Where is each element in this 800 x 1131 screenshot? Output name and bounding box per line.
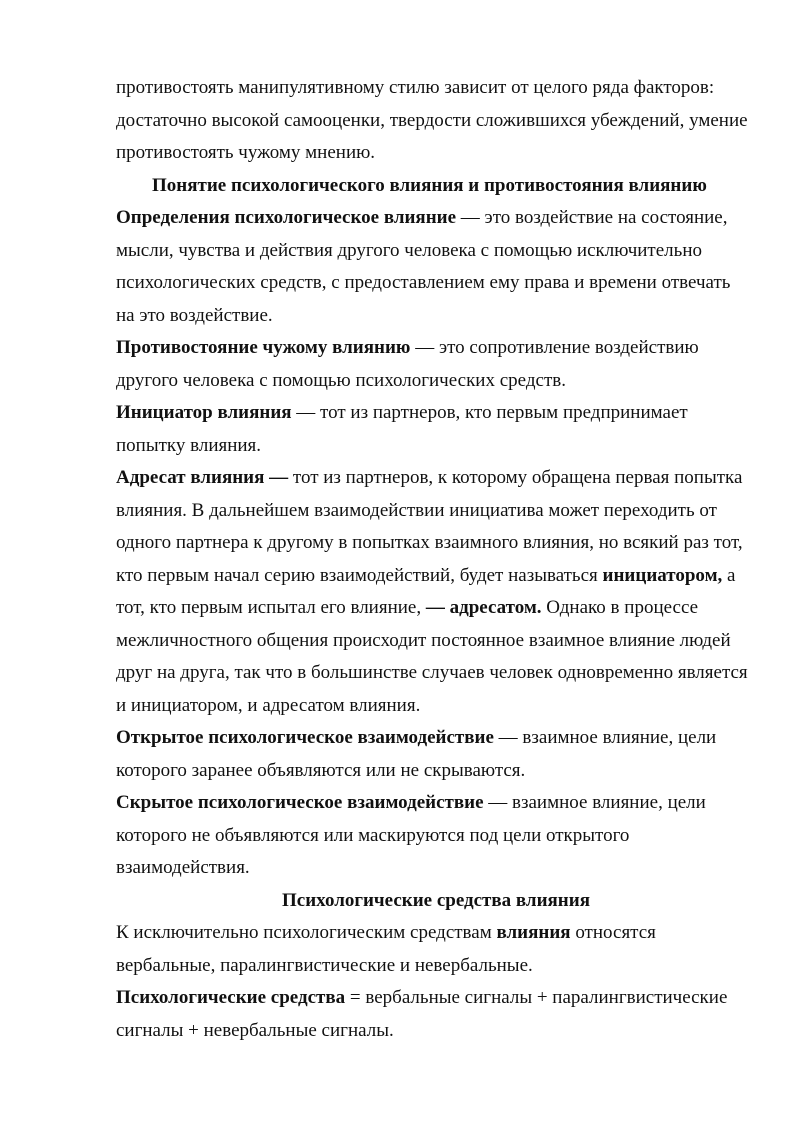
text-line: взаимодействия. — [116, 857, 250, 878]
text-line: вербальные, паралингвистические и невербальные. — [116, 954, 533, 976]
text-line: которого не объявляются или маскируются под цели открытого — [116, 824, 630, 846]
term: Инициатор влияния — [116, 402, 292, 423]
text: тот из партнеров, к которому обращена первая попытка — [288, 467, 743, 488]
term: Определения психологическое влияние — [116, 207, 457, 228]
text-line: одного партнера к другому в попытках взаимного влияния, но всякий раз тот, — [116, 532, 743, 553]
text-line: друг на друга, так что в большинстве случаев человек одновременно является — [116, 662, 748, 683]
text-line — [116, 917, 756, 950]
text-line: противостоять чужому мнению. — [116, 142, 376, 163]
definition-addressee — [116, 462, 756, 495]
text-line: которого заранее объявляются или не скрываются. — [116, 759, 526, 781]
text-line: межличностного общения происходит постоянное взаимное влияние людей — [116, 629, 731, 651]
text-line: и инициатором, и адресатом влияния. — [116, 694, 421, 716]
text-line: влияния. В дальнейшем взаимодействии инициатива может переходить от — [116, 499, 717, 521]
text-line: мысли, чувства и действия другого человека с помощью исключительно — [116, 239, 702, 261]
term-inline: инициатором, — [602, 564, 723, 586]
text: относятся — [570, 922, 656, 943]
document-page — [116, 72, 756, 1047]
text-line: достаточно высокой самооценки, твердости сложившихся убеждений, умение — [116, 109, 748, 131]
text: кто первым начал серию взаимодействий, будет называться — [116, 564, 603, 586]
section-heading: Понятие психологического влияния и противостояния влиянию — [152, 174, 707, 196]
text-line — [116, 560, 756, 593]
term-inline: влияния — [496, 922, 571, 943]
text-line: психологических средств, с предоставлением ему права и времени отвечать — [116, 272, 731, 293]
text: — тот из партнеров, кто первым предпринимает — [291, 402, 688, 423]
term: Открытое психологическое взаимодействие — [116, 727, 494, 748]
section-heading: Психологические средства влияния — [282, 889, 590, 911]
text: К исключительно психологическим средствам — [116, 922, 497, 943]
text: — это сопротивление воздействию — [410, 337, 699, 358]
text: = вербальные сигналы + паралингвистические — [345, 987, 728, 1008]
text: — это воздействие на состояние, — [456, 207, 728, 228]
text-line — [116, 592, 756, 625]
text-line: попытку влияния. — [116, 434, 262, 456]
text: — взаимное влияние, цели — [493, 727, 717, 748]
text-line: сигналы + невербальные сигналы. — [116, 1019, 394, 1041]
definition-formula — [116, 982, 756, 1015]
definition-hidden-interaction — [116, 787, 756, 820]
definition-open-interaction — [116, 722, 756, 755]
definition-resistance — [116, 332, 756, 365]
text: тот, кто первым испытал его влияние, — [116, 597, 426, 618]
text-line: на это воздействие. — [116, 304, 273, 326]
definition-initiator — [116, 397, 756, 430]
text-line: противостоять манипулятивному стилю зависит от целого ряда факторов: — [116, 77, 715, 98]
text-line: другого человека с помощью психологических средств. — [116, 369, 566, 391]
term: Скрытое психологическое взаимодействие — [116, 792, 484, 813]
text: Однако в процессе — [541, 597, 699, 618]
definition-influence — [116, 202, 756, 235]
text: а — [722, 564, 736, 586]
term: Противостояние чужому влиянию — [116, 337, 411, 358]
term: Психологические средства — [116, 987, 346, 1008]
term: Адресат влияния — — [116, 467, 289, 488]
text: — взаимное влияние, цели — [483, 792, 706, 813]
term-inline: — адресатом. — [425, 597, 542, 618]
